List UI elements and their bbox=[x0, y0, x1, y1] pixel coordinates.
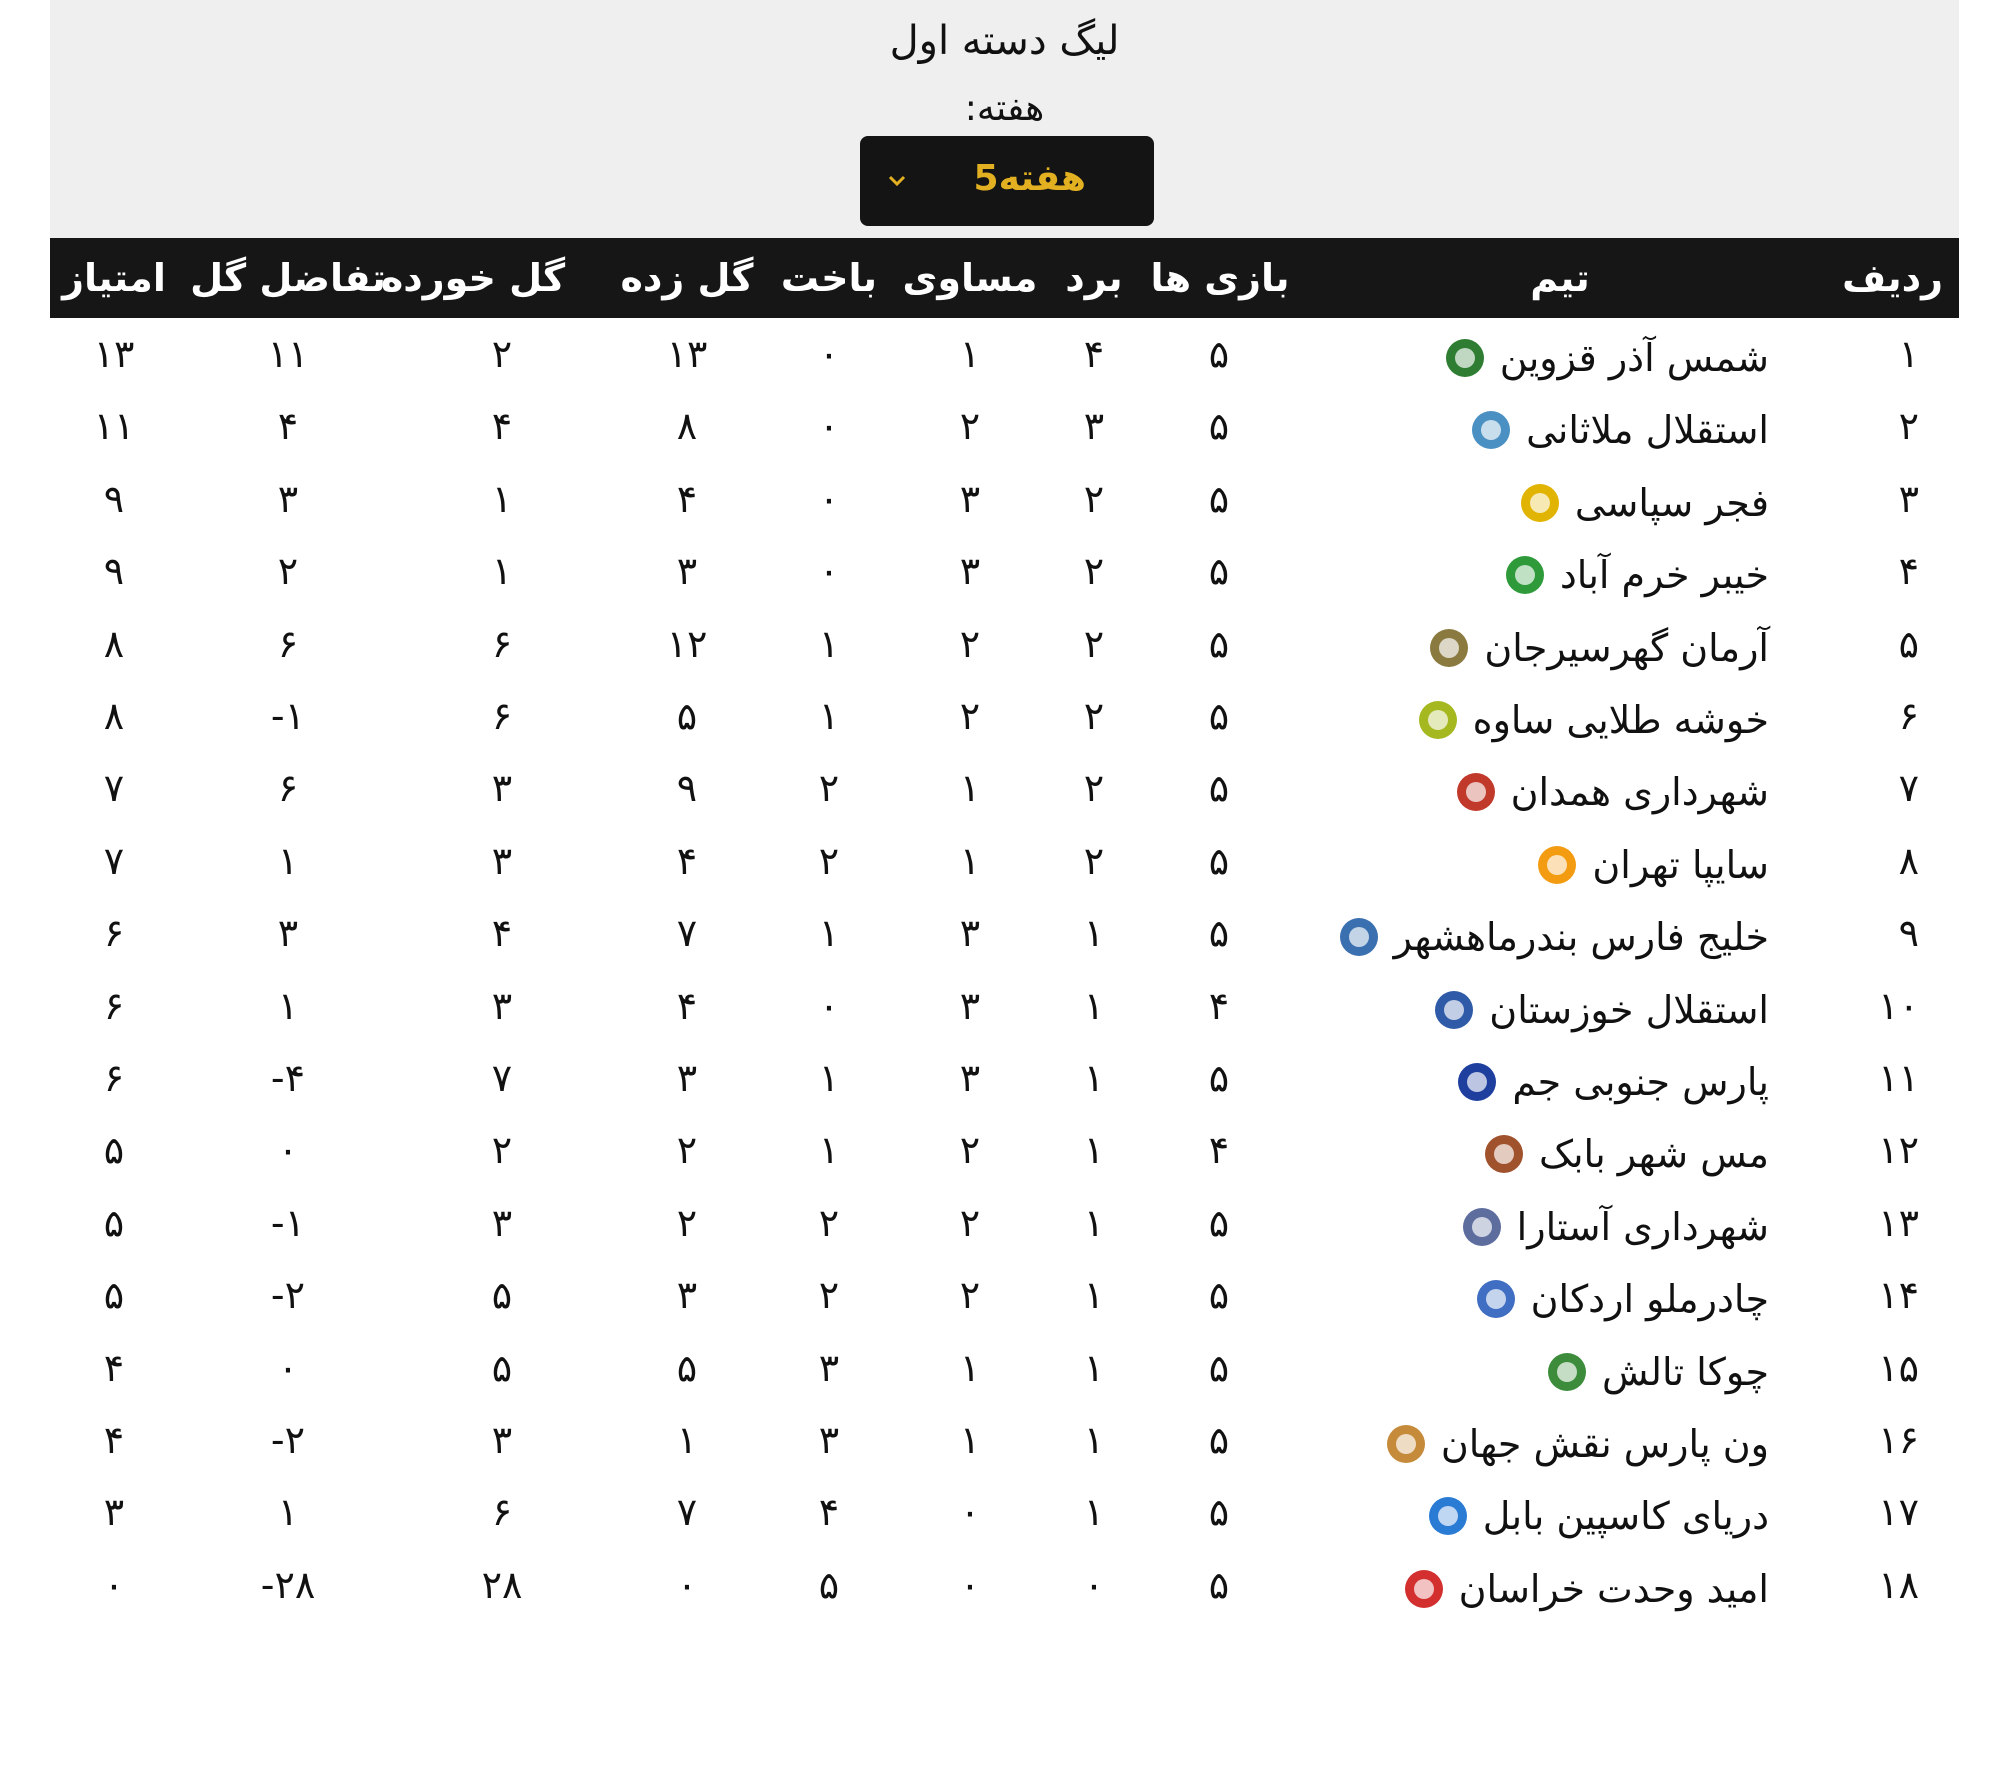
team-logo-icon bbox=[1338, 916, 1380, 958]
gf-cell: ۴ bbox=[676, 983, 698, 1028]
gf-cell: ۱ bbox=[676, 1418, 698, 1462]
ga-cell: ۶ bbox=[491, 694, 513, 738]
points-cell: ۱۳ bbox=[93, 332, 135, 376]
lost-cell: ۳ bbox=[818, 1418, 840, 1462]
gf-cell: ۱۳ bbox=[666, 332, 708, 376]
won-cell: ۱ bbox=[1083, 1418, 1105, 1462]
played-cell: ۵ bbox=[1208, 1418, 1230, 1462]
gd-cell: ۲- bbox=[270, 1273, 306, 1318]
points-cell: ۹ bbox=[103, 549, 125, 594]
played-cell: ۵ bbox=[1208, 1200, 1230, 1245]
col-played: بازی ها bbox=[1150, 256, 1290, 300]
gf-cell: ۲ bbox=[676, 1200, 698, 1245]
gd-cell: ۲- bbox=[270, 1418, 306, 1462]
gd-cell: ۱۱ bbox=[267, 332, 309, 376]
team-cell bbox=[1519, 475, 1769, 531]
team-logo-icon bbox=[1417, 699, 1459, 741]
points-cell: ۵ bbox=[103, 1128, 125, 1173]
team-logo-icon bbox=[1456, 1061, 1498, 1103]
gd-cell: ۱- bbox=[270, 1200, 306, 1245]
ga-cell: ۴ bbox=[491, 911, 513, 956]
drawn-cell: ۳ bbox=[959, 1056, 981, 1100]
team-logo-icon bbox=[1433, 989, 1475, 1031]
team-logo-icon bbox=[1483, 1133, 1525, 1175]
drawn-cell: ۱ bbox=[959, 838, 981, 883]
lost-cell: ۰ bbox=[818, 332, 840, 376]
team-cell bbox=[1456, 1054, 1769, 1110]
team-cell bbox=[1483, 1126, 1769, 1182]
table-row bbox=[50, 1336, 1959, 1408]
drawn-cell: ۲ bbox=[959, 1200, 981, 1245]
gd-cell: ۲ bbox=[277, 549, 299, 594]
table-row bbox=[50, 394, 1959, 466]
rank-cell: ۳ bbox=[1898, 476, 1919, 521]
ga-cell: ۳ bbox=[491, 983, 513, 1028]
team-name: خیبر خرم آباد bbox=[1559, 553, 1769, 598]
team-cell bbox=[1428, 620, 1769, 676]
week-dropdown-value: هفته5 bbox=[973, 158, 1086, 199]
points-cell: ۹ bbox=[103, 476, 125, 521]
gd-cell: ۱ bbox=[277, 983, 299, 1028]
chevron-down-icon bbox=[882, 166, 912, 196]
gf-cell: ۷ bbox=[676, 1490, 698, 1535]
points-cell: ۶ bbox=[103, 911, 125, 956]
col-lost: باخت bbox=[780, 256, 878, 300]
rank-cell: ۱۴ bbox=[1878, 1273, 1919, 1318]
ga-cell: ۶ bbox=[491, 621, 513, 666]
gf-cell: ۴ bbox=[676, 838, 698, 883]
points-cell: ۶ bbox=[103, 983, 125, 1028]
gd-cell: ۶ bbox=[277, 766, 299, 811]
gd-cell: ۶ bbox=[277, 621, 299, 666]
drawn-cell: ۲ bbox=[959, 621, 981, 666]
team-name: خلیج فارس بندرماهشهر bbox=[1393, 915, 1769, 960]
lost-cell: ۰ bbox=[818, 404, 840, 449]
team-logo-icon bbox=[1536, 844, 1578, 886]
drawn-cell: ۳ bbox=[959, 911, 981, 956]
team-name: دریای کاسپین بابل bbox=[1482, 1494, 1769, 1539]
team-cell bbox=[1385, 1416, 1769, 1472]
rank-cell: ۷ bbox=[1898, 766, 1919, 811]
team-logo-icon bbox=[1444, 337, 1486, 379]
gd-cell: ۰ bbox=[277, 1345, 299, 1390]
team-cell bbox=[1338, 909, 1769, 965]
table-row bbox=[50, 1191, 1959, 1263]
rank-cell: ۲ bbox=[1898, 404, 1919, 449]
team-cell bbox=[1427, 1488, 1769, 1544]
col-ga: گل خورده bbox=[380, 256, 566, 300]
played-cell: ۵ bbox=[1208, 1273, 1230, 1318]
drawn-cell: ۲ bbox=[959, 1128, 981, 1173]
won-cell: ۲ bbox=[1083, 549, 1105, 594]
league-title: لیگ دسته اول bbox=[889, 18, 1120, 64]
gf-cell: ۵ bbox=[676, 1345, 698, 1390]
lost-cell: ۱ bbox=[818, 1056, 840, 1100]
team-logo-icon bbox=[1455, 771, 1497, 813]
won-cell: ۱ bbox=[1083, 1490, 1105, 1535]
won-cell: ۲ bbox=[1083, 766, 1105, 811]
drawn-cell: ۳ bbox=[959, 983, 981, 1028]
team-name: استقلال خوزستان bbox=[1489, 987, 1769, 1032]
team-logo-icon bbox=[1504, 554, 1546, 596]
table-row bbox=[50, 901, 1959, 973]
gd-cell: ۲۸- bbox=[260, 1562, 316, 1607]
rank-cell: ۹ bbox=[1898, 911, 1919, 956]
won-cell: ۱ bbox=[1083, 1200, 1105, 1245]
played-cell: ۵ bbox=[1208, 332, 1230, 376]
gf-cell: ۳ bbox=[676, 1056, 698, 1100]
drawn-cell: ۲ bbox=[959, 1273, 981, 1318]
table-header bbox=[50, 238, 1959, 318]
lost-cell: ۰ bbox=[818, 476, 840, 521]
ga-cell: ۲ bbox=[491, 332, 513, 376]
lost-cell: ۵ bbox=[818, 1562, 840, 1607]
table-row bbox=[50, 1480, 1959, 1552]
lost-cell: ۱ bbox=[818, 621, 840, 666]
points-cell: ۸ bbox=[103, 694, 125, 738]
gf-cell: ۴ bbox=[676, 476, 698, 521]
lost-cell: ۲ bbox=[818, 1200, 840, 1245]
lost-cell: ۰ bbox=[818, 983, 840, 1028]
lost-cell: ۴ bbox=[818, 1490, 840, 1535]
ga-cell: ۳ bbox=[491, 838, 513, 883]
team-cell bbox=[1455, 764, 1769, 820]
points-cell: ۷ bbox=[103, 838, 125, 883]
week-dropdown[interactable] bbox=[860, 136, 1154, 226]
won-cell: ۱ bbox=[1083, 983, 1105, 1028]
drawn-cell: ۰ bbox=[959, 1562, 981, 1607]
won-cell: ۱ bbox=[1083, 1273, 1105, 1318]
table-row bbox=[50, 539, 1959, 611]
table-row bbox=[50, 322, 1959, 394]
lost-cell: ۲ bbox=[818, 1273, 840, 1318]
team-name: آرمان گهرسیرجان bbox=[1484, 625, 1769, 670]
played-cell: ۵ bbox=[1208, 1562, 1230, 1607]
rank-cell: ۴ bbox=[1898, 549, 1919, 594]
table-row bbox=[50, 756, 1959, 828]
gd-cell: ۴- bbox=[270, 1056, 306, 1100]
team-name: امید وحدت خراسان bbox=[1458, 1566, 1769, 1611]
played-cell: ۵ bbox=[1208, 1056, 1230, 1100]
ga-cell: ۵ bbox=[491, 1273, 513, 1318]
points-cell: ۱۱ bbox=[93, 404, 135, 449]
drawn-cell: ۳ bbox=[959, 476, 981, 521]
rank-cell: ۱۶ bbox=[1878, 1418, 1919, 1462]
col-drawn: مساوی bbox=[902, 256, 1038, 300]
table-row bbox=[50, 1263, 1959, 1335]
gf-cell: ۵ bbox=[676, 694, 698, 738]
points-cell: ۸ bbox=[103, 621, 125, 666]
team-cell bbox=[1433, 982, 1769, 1038]
drawn-cell: ۱ bbox=[959, 1418, 981, 1462]
won-cell: ۴ bbox=[1083, 332, 1105, 376]
col-rank: ردیف bbox=[1842, 256, 1943, 300]
team-cell bbox=[1444, 330, 1769, 386]
lost-cell: ۱ bbox=[818, 911, 840, 956]
team-name: استقلال ملاثانی bbox=[1526, 408, 1769, 453]
col-team: تیم bbox=[1530, 256, 1590, 300]
ga-cell: ۱ bbox=[491, 549, 513, 594]
ga-cell: ۲۸ bbox=[481, 1562, 523, 1607]
team-name: سایپا تهران bbox=[1592, 842, 1769, 887]
points-cell: ۶ bbox=[103, 1056, 125, 1100]
gf-cell: ۳ bbox=[676, 549, 698, 594]
team-name: ون پارس نقش جهان bbox=[1440, 1422, 1769, 1466]
lost-cell: ۱ bbox=[818, 694, 840, 738]
played-cell: ۵ bbox=[1208, 766, 1230, 811]
gd-cell: ۱ bbox=[277, 1490, 299, 1535]
team-logo-icon bbox=[1470, 409, 1512, 451]
col-gd: تفاضل گل bbox=[190, 256, 386, 300]
played-cell: ۵ bbox=[1208, 838, 1230, 883]
points-cell: ۵ bbox=[103, 1273, 125, 1318]
played-cell: ۴ bbox=[1208, 1128, 1230, 1173]
team-name: پارس جنوبی جم bbox=[1512, 1060, 1769, 1104]
played-cell: ۵ bbox=[1208, 911, 1230, 956]
played-cell: ۵ bbox=[1208, 476, 1230, 521]
points-cell: ۴ bbox=[103, 1418, 125, 1462]
table-row bbox=[50, 684, 1959, 756]
gd-cell: ۳ bbox=[277, 476, 299, 521]
table-row bbox=[50, 829, 1959, 901]
team-name: فجر سپاسی bbox=[1574, 480, 1769, 525]
ga-cell: ۵ bbox=[491, 1345, 513, 1390]
drawn-cell: ۱ bbox=[959, 332, 981, 376]
header-panel bbox=[50, 0, 1959, 238]
played-cell: ۵ bbox=[1208, 1345, 1230, 1390]
drawn-cell: ۳ bbox=[959, 549, 981, 594]
lost-cell: ۰ bbox=[818, 549, 840, 594]
rank-cell: ۱۱ bbox=[1878, 1056, 1919, 1100]
rank-cell: ۶ bbox=[1898, 694, 1919, 738]
team-logo-icon bbox=[1427, 1495, 1469, 1537]
team-logo-icon bbox=[1519, 482, 1561, 524]
team-logo-icon bbox=[1546, 1351, 1588, 1393]
team-logo-icon bbox=[1461, 1206, 1503, 1248]
rank-cell: ۱۳ bbox=[1878, 1200, 1919, 1245]
team-cell bbox=[1470, 402, 1769, 458]
rank-cell: ۱۵ bbox=[1878, 1345, 1919, 1390]
ga-cell: ۴ bbox=[491, 404, 513, 449]
ga-cell: ۳ bbox=[491, 1418, 513, 1462]
won-cell: ۱ bbox=[1083, 1345, 1105, 1390]
ga-cell: ۷ bbox=[491, 1056, 513, 1100]
team-name: چادرملو اردکان bbox=[1530, 1277, 1769, 1322]
gd-cell: ۱ bbox=[277, 838, 299, 883]
team-cell bbox=[1475, 1271, 1769, 1327]
col-won: برد bbox=[1065, 256, 1123, 300]
points-cell: ۳ bbox=[103, 1490, 125, 1535]
team-cell bbox=[1536, 837, 1769, 893]
gd-cell: ۴ bbox=[277, 404, 299, 449]
week-label: هفته: bbox=[964, 88, 1045, 129]
team-logo-icon bbox=[1475, 1278, 1517, 1320]
drawn-cell: ۱ bbox=[959, 1345, 981, 1390]
table-row bbox=[50, 1408, 1959, 1480]
points-cell: ۵ bbox=[103, 1200, 125, 1245]
team-name: مس شهر بابک bbox=[1538, 1132, 1769, 1177]
lost-cell: ۳ bbox=[818, 1345, 840, 1390]
team-name: شهرداری آستارا bbox=[1516, 1204, 1769, 1249]
played-cell: ۵ bbox=[1208, 1490, 1230, 1535]
won-cell: ۲ bbox=[1083, 694, 1105, 738]
team-cell bbox=[1461, 1199, 1769, 1255]
table-row bbox=[50, 1118, 1959, 1190]
team-name: چوکا تالش bbox=[1601, 1349, 1769, 1394]
won-cell: ۲ bbox=[1083, 476, 1105, 521]
team-name: خوشه طلایی ساوه bbox=[1472, 698, 1769, 742]
table-row bbox=[50, 1046, 1959, 1118]
lost-cell: ۱ bbox=[818, 1128, 840, 1173]
won-cell: ۱ bbox=[1083, 911, 1105, 956]
drawn-cell: ۰ bbox=[959, 1490, 981, 1535]
drawn-cell: ۲ bbox=[959, 404, 981, 449]
team-cell bbox=[1546, 1344, 1769, 1400]
gd-cell: ۰ bbox=[277, 1128, 299, 1173]
gf-cell: ۳ bbox=[676, 1273, 698, 1318]
drawn-cell: ۲ bbox=[959, 694, 981, 738]
points-cell: ۴ bbox=[103, 1345, 125, 1390]
points-cell: ۰ bbox=[103, 1562, 125, 1607]
gd-cell: ۱- bbox=[270, 694, 306, 738]
rank-cell: ۸ bbox=[1898, 838, 1919, 883]
gf-cell: ۸ bbox=[676, 404, 698, 449]
gf-cell: ۲ bbox=[676, 1128, 698, 1173]
won-cell: ۲ bbox=[1083, 838, 1105, 883]
rank-cell: ۱۰ bbox=[1878, 983, 1919, 1028]
col-points: امتیاز bbox=[62, 256, 166, 300]
gf-cell: ۹ bbox=[676, 766, 698, 811]
gf-cell: ۱۲ bbox=[666, 621, 708, 666]
won-cell: ۳ bbox=[1083, 404, 1105, 449]
won-cell: ۰ bbox=[1083, 1562, 1105, 1607]
team-name: شهرداری همدان bbox=[1510, 770, 1769, 815]
rank-cell: ۱۷ bbox=[1878, 1490, 1919, 1535]
team-cell bbox=[1403, 1561, 1769, 1617]
table-row bbox=[50, 612, 1959, 684]
team-logo-icon bbox=[1385, 1423, 1427, 1465]
ga-cell: ۲ bbox=[491, 1128, 513, 1173]
table-row bbox=[50, 467, 1959, 539]
played-cell: ۵ bbox=[1208, 621, 1230, 666]
gf-cell: ۷ bbox=[676, 911, 698, 956]
rank-cell: ۱۲ bbox=[1878, 1128, 1919, 1173]
team-cell bbox=[1504, 547, 1769, 603]
rank-cell: ۱۸ bbox=[1878, 1562, 1919, 1607]
lost-cell: ۲ bbox=[818, 838, 840, 883]
ga-cell: ۳ bbox=[491, 766, 513, 811]
col-gf: گل زده bbox=[620, 256, 754, 300]
gd-cell: ۳ bbox=[277, 911, 299, 956]
ga-cell: ۳ bbox=[491, 1200, 513, 1245]
won-cell: ۱ bbox=[1083, 1056, 1105, 1100]
rank-cell: ۱ bbox=[1898, 332, 1919, 376]
rank-cell: ۵ bbox=[1898, 621, 1919, 666]
table-row bbox=[50, 1553, 1959, 1625]
won-cell: ۲ bbox=[1083, 621, 1105, 666]
played-cell: ۴ bbox=[1208, 983, 1230, 1028]
ga-cell: ۱ bbox=[491, 476, 513, 521]
team-logo-icon bbox=[1428, 627, 1470, 669]
played-cell: ۵ bbox=[1208, 549, 1230, 594]
won-cell: ۱ bbox=[1083, 1128, 1105, 1173]
ga-cell: ۶ bbox=[491, 1490, 513, 1535]
gf-cell: ۰ bbox=[676, 1562, 698, 1607]
table-row bbox=[50, 974, 1959, 1046]
played-cell: ۵ bbox=[1208, 694, 1230, 738]
played-cell: ۵ bbox=[1208, 404, 1230, 449]
lost-cell: ۲ bbox=[818, 766, 840, 811]
team-name: شمس آذر قزوین bbox=[1499, 336, 1769, 380]
drawn-cell: ۱ bbox=[959, 766, 981, 811]
team-cell bbox=[1417, 692, 1769, 748]
points-cell: ۷ bbox=[103, 766, 125, 811]
team-logo-icon bbox=[1403, 1568, 1445, 1610]
